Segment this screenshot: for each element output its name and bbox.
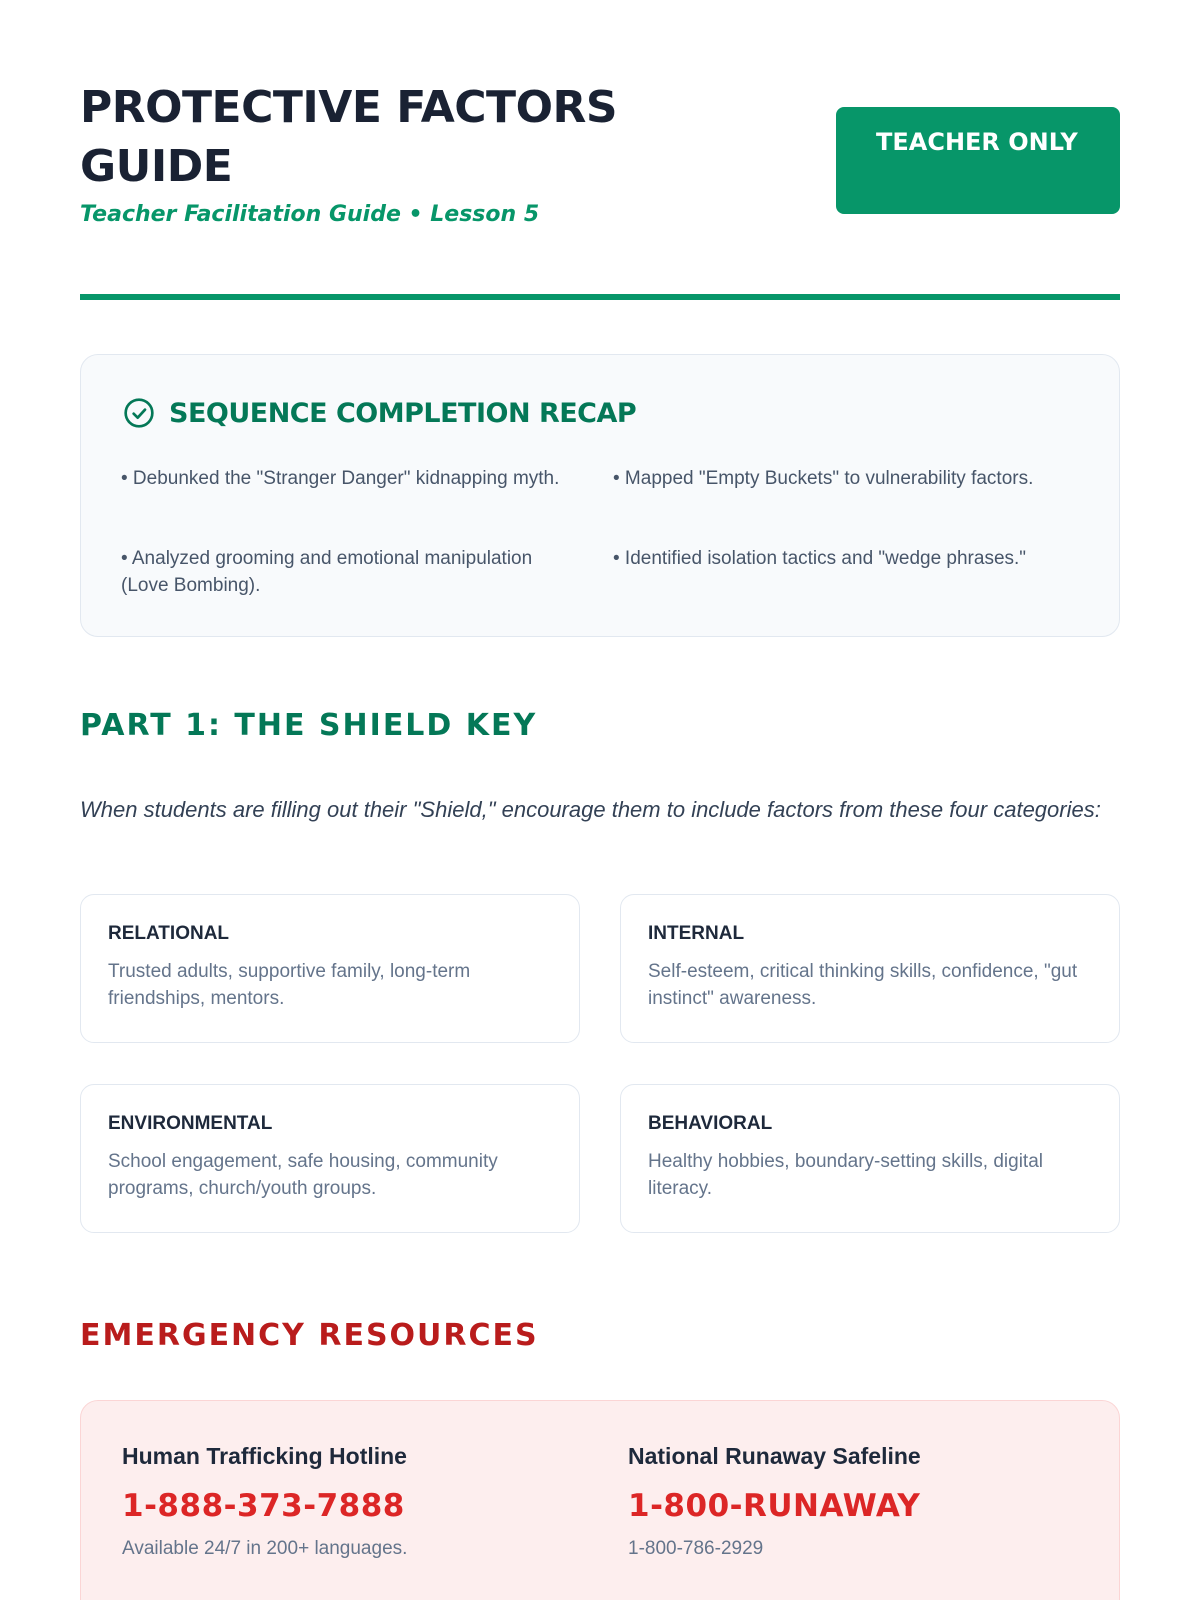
category-text: Healthy hobbies, boundary-setting skills, digital literacy. [648,1151,1043,1199]
recap-title: SEQUENCE COMPLETION RECAP [169,397,637,429]
category-title: RELATIONAL [108,923,230,944]
emergency-title: EMERGENCY RESOURCES [80,1318,539,1353]
part1-title: PART 1: THE SHIELD KEY [80,708,538,743]
category-card-behavioral [620,1084,1120,1233]
resource-note: 1-800-786-2929 [628,1538,764,1559]
resource-phone-number[interactable]: 1-800-RUNAWAY [628,1488,921,1524]
page-title: PROTECTIVE FACTORS GUIDE [80,82,618,192]
resource-runaway-safeline [628,1443,921,1560]
page-subtitle: Teacher Facilitation Guide • Lesson 5 [80,202,540,227]
category-title: INTERNAL [648,923,745,944]
part1-intro: When students are filling out their "Shield," encourage them to include factors from these four categories: [80,797,1101,822]
recap-item: • Analyzed grooming and emotional manipulation (Love Bombing). [121,548,533,596]
category-title: BEHAVIORAL [648,1113,773,1134]
page-header [80,78,1120,248]
category-card-environmental [80,1084,580,1233]
resource-note: Available 24/7 in 200+ languages. [122,1538,408,1559]
recap-heading [123,397,636,429]
category-text: School engagement, safe housing, community programs, church/youth groups. [108,1151,498,1199]
category-card-relational [80,894,580,1043]
category-card-internal [620,894,1120,1043]
category-text: Trusted adults, supportive family, long-term friendships, mentors. [108,961,471,1009]
resource-phone-number[interactable]: 1-888-373-7888 [122,1488,405,1524]
header-divider [80,294,1120,300]
recap-item: • Identified isolation tactics and "wedge phrases." [613,548,1027,569]
check-circle-icon [123,397,155,429]
recap-item: • Mapped "Empty Buckets" to vulnerability factors. [613,468,1034,489]
category-text: Self-esteem, critical thinking skills, confidence, "gut instinct" awareness. [648,961,1078,1009]
resource-trafficking-hotline [122,1443,407,1560]
teacher-only-badge: TEACHER ONLY [836,107,1120,214]
resource-name: Human Trafficking Hotline [122,1443,407,1469]
recap-item: • Debunked the "Stranger Danger" kidnapping myth. [121,468,560,489]
emergency-resources-box [80,1400,1120,1600]
category-title: ENVIRONMENTAL [108,1113,273,1134]
resource-name: National Runaway Safeline [628,1443,921,1469]
recap-box [80,354,1120,637]
